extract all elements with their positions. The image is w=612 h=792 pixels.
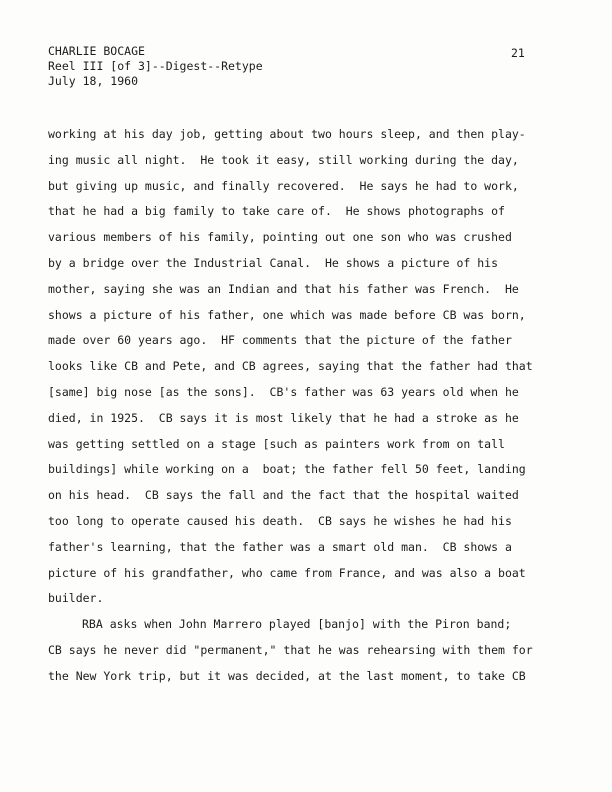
page-header — [48, 44, 263, 89]
text-line: but giving up music, and finally recovered. He says he had to work, — [48, 178, 519, 193]
interview-date: July 18, 1960 — [48, 74, 139, 88]
text-line: various members of his family, pointing out one son who was crushed — [48, 230, 512, 245]
text-line: died, in 1925. CB says it is most likely that he had a stroke as he — [48, 410, 519, 425]
text-line: buildings] while working on a boat; the father fell 50 feet, landing — [48, 462, 526, 477]
text-line: that he had a big family to take care of. He shows photographs of — [48, 204, 505, 219]
body-text — [48, 122, 568, 690]
reel-line: Reel III [of 3]--Digest--Retype — [48, 59, 263, 73]
text-line: CB says he never did "permanent," that he was rehearsing with them for — [48, 642, 533, 657]
text-line: working at his day job, getting about two hours sleep, and then play- — [48, 127, 526, 141]
text-line: by a bridge over the Industrial Canal. He shows a picture of his — [48, 255, 499, 270]
text-line: looks like CB and Pete, and CB agrees, saying that the father had that — [48, 359, 533, 374]
text-line: father's learning, that the father was a smart old man. CB shows a — [48, 539, 512, 554]
page-number: 21 — [511, 46, 525, 60]
interviewee-name: CHARLIE BOCAGE — [48, 44, 145, 58]
text-line: ing music all night. He took it easy, still working during the day, — [48, 152, 519, 167]
text-line: picture of his grandfather, who came from France, and was also a boat — [48, 565, 526, 580]
text-line: mother, saying she was an Indian and that his father was French. He — [48, 281, 519, 296]
text-line: [same] big nose [as the sons]. CB's father was 63 years old when he — [48, 384, 519, 399]
text-line: made over 60 years ago. HF comments that the picture of the father — [48, 333, 512, 348]
text-line: builder. — [48, 591, 104, 606]
text-line: on his head. CB says the fall and the fact that the hospital waited — [48, 488, 519, 503]
text-line: the New York trip, but it was decided, at the last moment, to take CB — [48, 668, 526, 683]
text-line: too long to operate caused his death. CB says he wishes he had his — [48, 513, 512, 528]
text-line: was getting settled on a stage [such as painters work from on tall — [48, 436, 505, 451]
text-line: shows a picture of his father, one which was made before CB was born, — [48, 307, 526, 322]
paragraph-start-line: RBA asks when John Marrero played [banjo] with the Piron band; — [82, 617, 512, 632]
